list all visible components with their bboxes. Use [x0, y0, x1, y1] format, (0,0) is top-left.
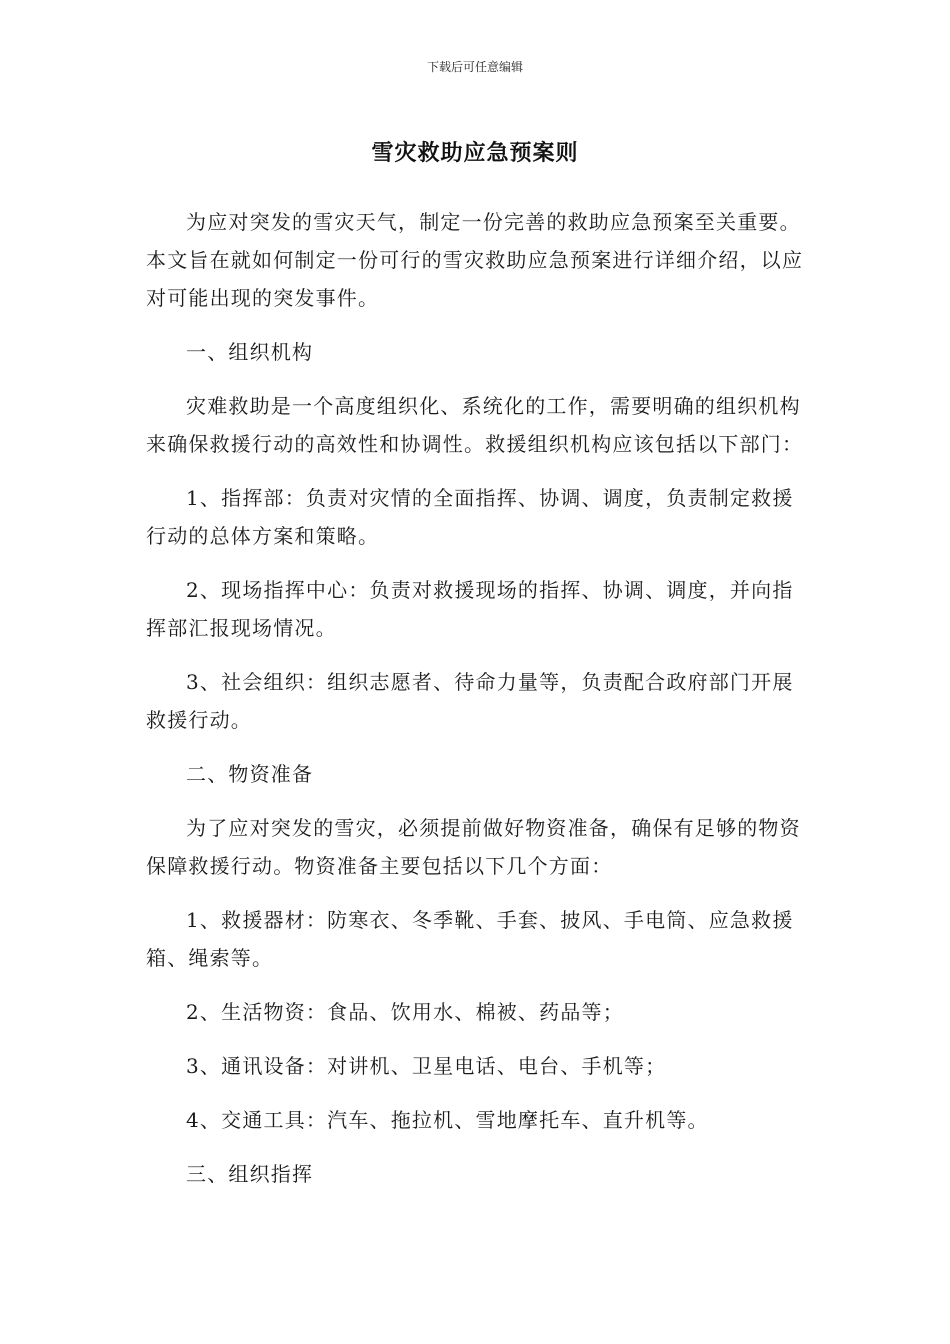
- organization-paragraph: 灾难救助是一个高度组织化、系统化的工作，需要明确的组织机构来确保救援行动的高效性和协调性。救援组织机构应该包括以下部门：: [146, 394, 804, 456]
- document-body: [146, 203, 806, 1209]
- section-heading-supplies: 二、物资准备: [186, 762, 314, 786]
- intro-paragraph: 为应对突发的雪灾天气，制定一份完善的救助应急预案至关重要。本文旨在就如何制定一份可行的雪灾救助应急预案进行详细介绍，以应对可能出现的突发事件。: [146, 210, 804, 310]
- list-item-communication-equipment: 3、通讯设备：对讲机、卫星电话、电台、手机等；: [186, 1054, 667, 1078]
- list-item-living-supplies: 2、生活物资：食品、饮用水、棉被、药品等；: [186, 1000, 624, 1024]
- section-heading-command: 三、组织指挥: [186, 1162, 314, 1186]
- document-title: 雪灾救助应急预案则: [371, 141, 579, 166]
- list-item-rescue-equipment: 1、救援器材：防寒衣、冬季靴、手套、披风、手电筒、应急救援箱、绳索等。: [146, 908, 794, 970]
- supplies-paragraph: 为了应对突发的雪灾，必须提前做好物资准备，确保有足够的物资保障救援行动。物资准备主要包括以下几个方面：: [146, 816, 801, 878]
- list-item-field-command-center: 2、现场指挥中心：负责对救援现场的指挥、协调、调度，并向指挥部汇报现场情况。: [146, 578, 794, 640]
- header-note: 下载后可任意编辑: [426, 60, 523, 74]
- list-item-vehicles: 4、交通工具：汽车、拖拉机、雪地摩托车、直升机等。: [186, 1108, 709, 1132]
- section-heading-organization: 一、组织机构: [186, 340, 314, 364]
- list-item-command-department: 1、指挥部：负责对灾情的全面指挥、协调、调度，负责制定救援行动的总体方案和策略。: [146, 486, 794, 548]
- list-item-social-organizations: 3、社会组织：组织志愿者、待命力量等，负责配合政府部门开展救援行动。: [146, 670, 794, 732]
